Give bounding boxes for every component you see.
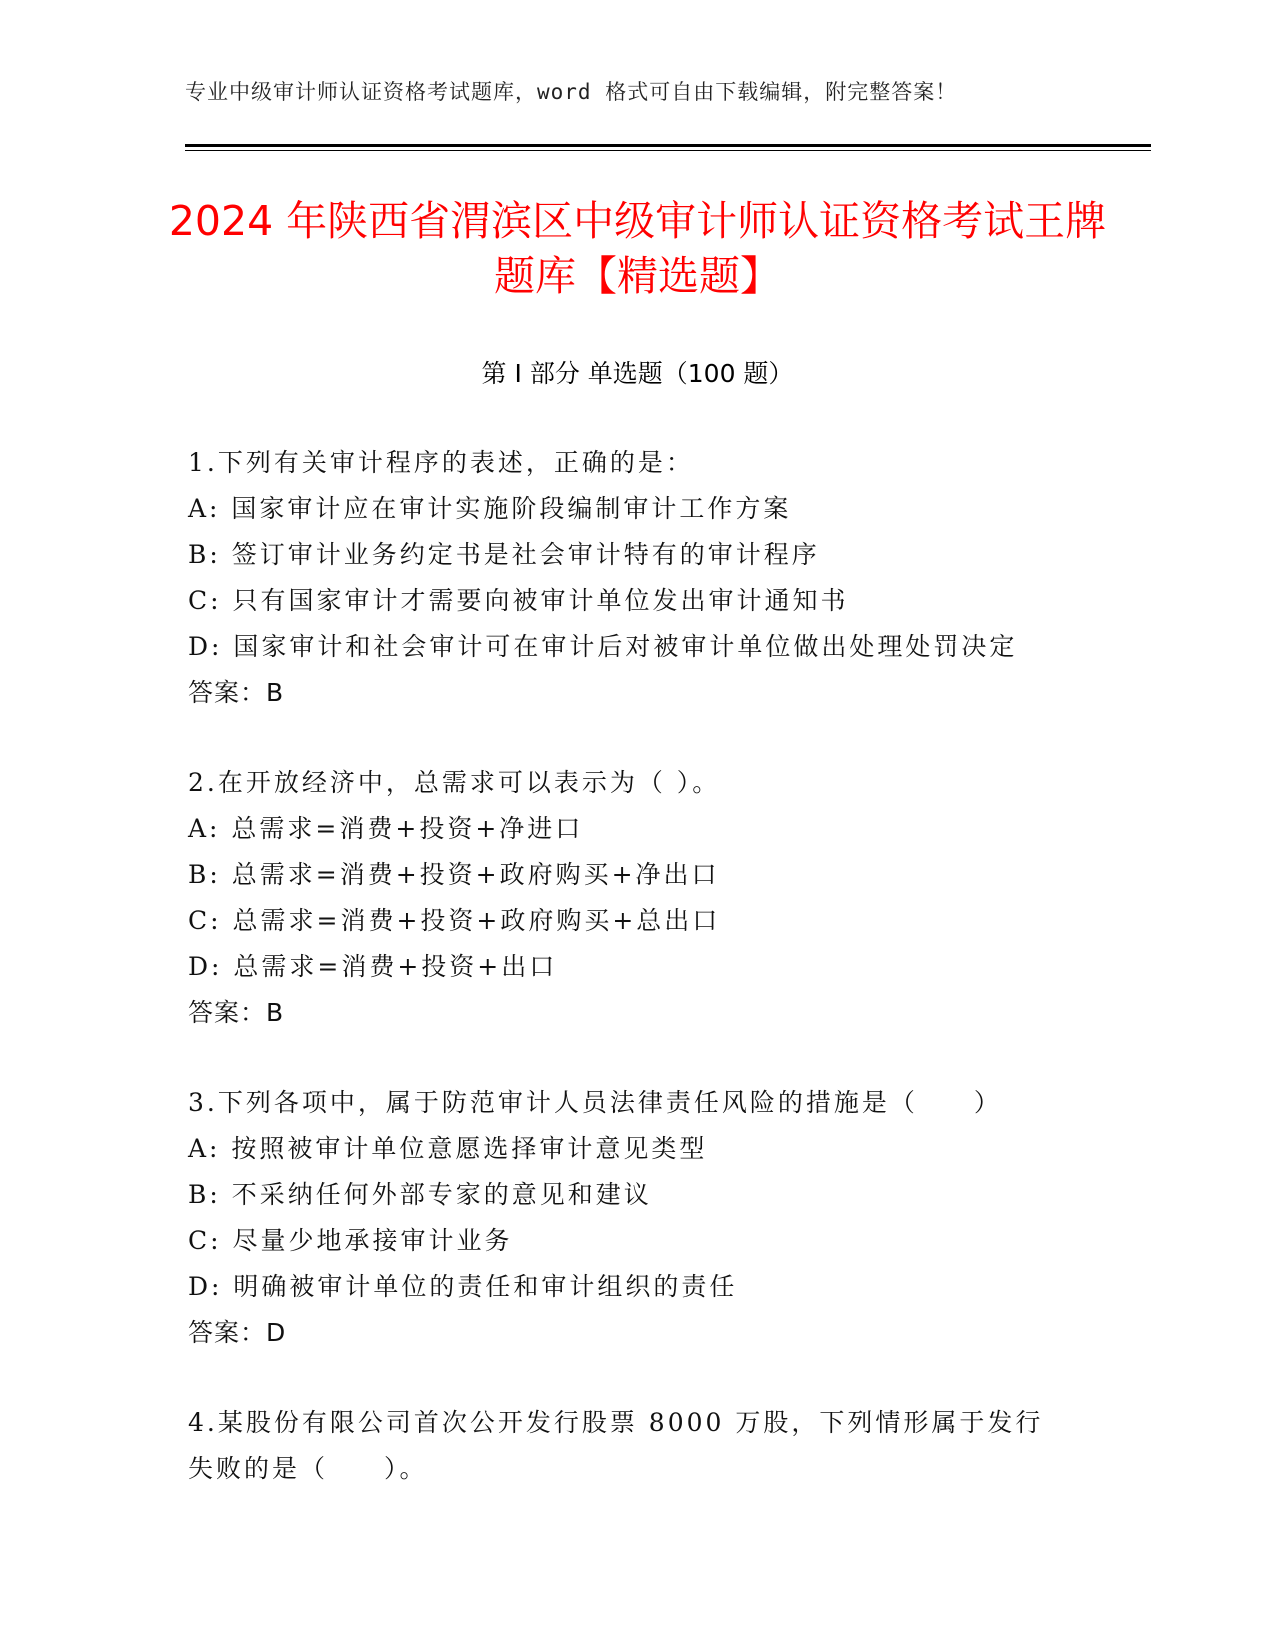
section-heading: 第 I 部分 单选题（100 题） bbox=[481, 359, 794, 388]
option-d: D: 总需求=消费+投资+出口 bbox=[188, 952, 558, 981]
question-1 bbox=[188, 440, 1088, 716]
answer-text: 答案：B bbox=[188, 678, 285, 707]
question-stem: 4.某股份有限公司首次公开发行股票 8000 万股，下列情形属于发行失败的是（ ）。 bbox=[188, 1408, 1044, 1483]
header-note: 专业中级审计师认证资格考试题库，word 格式可自由下载编辑，附完整答案！ bbox=[185, 80, 958, 104]
question-list bbox=[188, 440, 1088, 1536]
question-stem: 1.下列有关审计程序的表述，正确的是： bbox=[188, 448, 694, 477]
question-stem: 2.在开放经济中，总需求可以表示为（ ）。 bbox=[188, 768, 721, 797]
option-c: C: 只有国家审计才需要向被审计单位发出审计通知书 bbox=[188, 586, 849, 615]
option-c: C: 尽量少地承接审计业务 bbox=[188, 1226, 513, 1255]
option-b: B: 不采纳任何外部专家的意见和建议 bbox=[188, 1180, 652, 1209]
answer-text: 答案：B bbox=[188, 998, 285, 1027]
question-stem: 3.下列各项中，属于防范审计人员法律责任风险的措施是（ ） bbox=[188, 1088, 1002, 1117]
option-d: D: 明确被审计单位的责任和审计组织的责任 bbox=[188, 1272, 738, 1301]
option-d: D: 国家审计和社会审计可在审计后对被审计单位做出处理处罚决定 bbox=[188, 632, 1018, 661]
option-c: C: 总需求=消费+投资+政府购买+总出口 bbox=[188, 906, 721, 935]
question-4 bbox=[188, 1400, 1088, 1492]
answer-text: 答案：D bbox=[188, 1318, 287, 1347]
option-a: A: 总需求=消费+投资+净进口 bbox=[188, 814, 584, 843]
option-b: B: 签订审计业务约定书是社会审计特有的审计程序 bbox=[188, 540, 820, 569]
option-a: A: 国家审计应在审计实施阶段编制审计工作方案 bbox=[188, 494, 792, 523]
header-rule-thick bbox=[185, 144, 1151, 147]
header-rule-thin bbox=[185, 150, 1151, 151]
question-2 bbox=[188, 760, 1088, 1036]
document-title: 2024 年陕西省渭滨区中级审计师认证资格考试王牌题库【精选题】 bbox=[168, 197, 1107, 300]
option-b: B: 总需求=消费+投资+政府购买+净出口 bbox=[188, 860, 720, 889]
option-a: A: 按照被审计单位意愿选择审计意见类型 bbox=[188, 1134, 708, 1163]
question-3 bbox=[188, 1080, 1088, 1356]
